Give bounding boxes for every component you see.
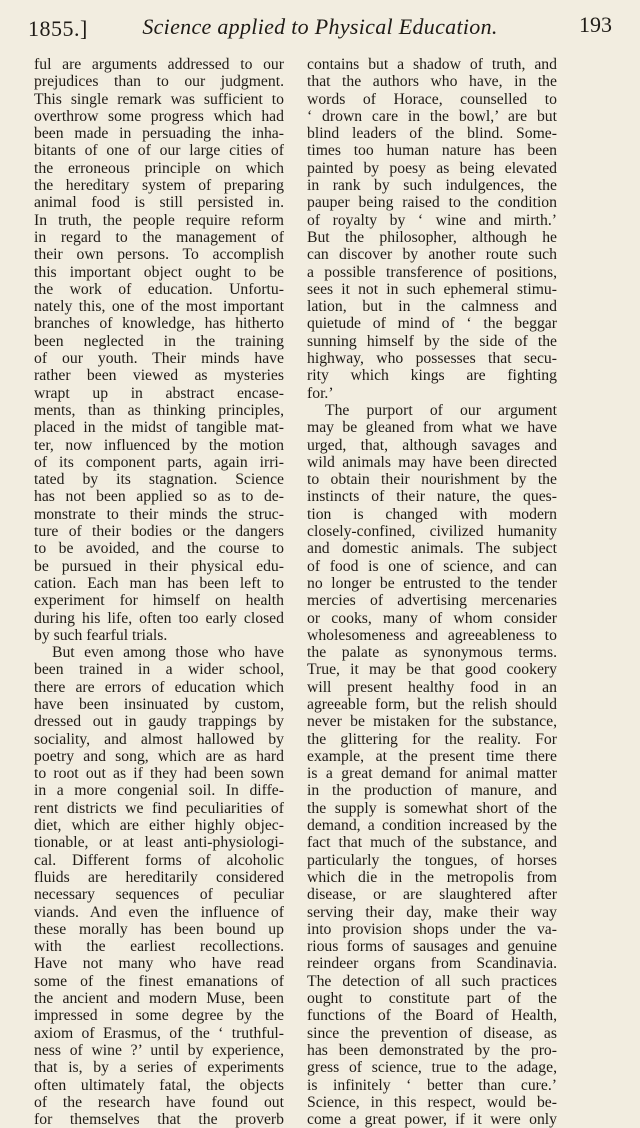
text-line: into provision shops under the va- <box>307 920 557 938</box>
text-line: The detection of all such practices <box>307 972 557 990</box>
text-line: contains but a shadow of truth, and <box>307 56 557 73</box>
text-line: been trained in a wider school, <box>34 661 284 679</box>
text-line: fluids are hereditarily considered <box>34 868 284 886</box>
text-line: example, at the present time there <box>307 747 557 765</box>
text-line: animal food is still persisted in. <box>34 194 284 212</box>
text-line: impressed in some degree by the <box>34 1007 284 1025</box>
text-line: mercies of advertising mercenaries <box>307 592 557 610</box>
text-line: cal. Different forms of alcoholic <box>34 851 284 869</box>
text-line: sunning himself by the side of the <box>307 332 557 350</box>
text-line: in regard to the management of <box>34 228 284 246</box>
text-line: a possible transference of positions, <box>307 263 557 281</box>
text-line: axiom of Erasmus, of the ‘ truthful- <box>34 1024 284 1042</box>
text-line: placed in the midst of tangible mat- <box>34 419 284 437</box>
text-line: with the earliest recollections. <box>34 938 284 956</box>
text-line: for themselves that the proverb <box>34 1111 284 1128</box>
text-line: The purport of our argument <box>325 401 557 419</box>
text-line: will present healthy food in an <box>307 678 557 696</box>
text-line: closely-confined, civilized humanity <box>307 523 557 541</box>
text-line: demand, a condition increased by the <box>307 817 557 835</box>
text-line: to be avoided, and the course to <box>34 540 284 558</box>
text-line: disease, or are slaughtered after <box>307 886 557 904</box>
page-number: 193 <box>579 12 612 37</box>
text-line: dressed out in gaudy trappings by <box>34 713 284 731</box>
text-line: during his life, often too early closed <box>34 609 284 627</box>
text-line: or cooks, many of whom consider <box>307 609 557 627</box>
text-line: This single remark was sufficient to <box>34 90 284 108</box>
text-line: particularly the tongues, of horses <box>307 851 557 869</box>
text-line: since the prevention of disease, as <box>307 1024 557 1042</box>
text-line: rather been viewed as mysteries <box>34 367 284 385</box>
text-line: the palate as synonymous terms. <box>307 644 557 662</box>
text-line: sees it not in such ephemeral stimu- <box>307 280 557 298</box>
text-line: in rank by such indulgences, the <box>307 177 557 195</box>
text-line: wild animals may have been directed <box>307 453 557 471</box>
text-line: sociality, and almost hallowed by <box>34 730 284 748</box>
text-line: this important object ought to be <box>34 263 284 281</box>
text-line: experiment for himself on health <box>34 592 284 610</box>
text-line: But the philosopher, although he <box>307 228 557 246</box>
text-line: their own persons. To accomplish <box>34 246 284 264</box>
text-line: But even among those who have <box>52 644 284 662</box>
text-line: the supply is somewhat short of the <box>307 799 557 817</box>
text-line: never be mistaken for the substance, <box>307 713 557 731</box>
text-line: has not been applied so as to de- <box>34 488 284 506</box>
text-line: painted by poesy as being elevated <box>307 159 557 177</box>
text-line: to obtain their nourishment by the <box>307 471 557 489</box>
text-line: in the production of manure, and <box>307 782 557 800</box>
text-line: ture of their bodies or the dangers <box>34 523 284 541</box>
text-line: agreeable form, but the relish should <box>307 695 557 713</box>
text-line: gress of science, true to the adage, <box>307 1059 557 1077</box>
text-line: be pursued in their physical edu- <box>34 557 284 575</box>
text-line: been neglected in the training <box>34 332 284 350</box>
text-line: has been demonstrated by the pro- <box>307 1041 557 1059</box>
text-line: the work of education. Unfortu- <box>34 280 284 298</box>
text-line: the glittering for the reality. For <box>307 730 557 748</box>
text-line: is a great demand for animal matter <box>307 765 557 783</box>
text-line: rity which kings are fighting <box>307 367 557 385</box>
text-line: cation. Each man has been left to <box>34 574 284 592</box>
text-line: rious forms of sausages and genuine <box>307 938 557 956</box>
text-line: by such fearful trials. <box>34 626 168 644</box>
text-line: for.’ <box>307 384 334 402</box>
text-line: and domestic animals. The subject <box>307 540 557 558</box>
text-line: some of the finest emanations of <box>34 972 284 990</box>
text-line: urged, that, although savages and <box>307 436 557 454</box>
text-line: wholesomeness and agreeableness to <box>307 626 557 644</box>
text-line: fact that much of the substance, and <box>307 834 557 852</box>
text-line: that is, by a series of experiments <box>34 1059 284 1077</box>
text-line: come a great power, if it were only <box>307 1111 557 1128</box>
text-line: these morally has been bound up <box>34 920 284 938</box>
text-line: of food is one of science, and can <box>307 557 557 575</box>
text-line: have been insinuated by custom, <box>34 695 284 713</box>
text-line: serving their day, make their way <box>307 903 557 921</box>
text-line: is infinitely ‘ better than cure.’ <box>307 1076 557 1094</box>
year-label: 1855.] <box>28 16 88 41</box>
text-line: monstrate to their minds the struc- <box>34 505 284 523</box>
text-line: may be gleaned from what we have <box>307 419 557 437</box>
running-header <box>0 10 640 44</box>
text-line: bitants of one of our large cities of <box>34 142 284 160</box>
right-text-column <box>307 56 557 1128</box>
text-line: of our youth. Their minds have <box>34 350 284 368</box>
text-line: to root out as if they had been sown <box>34 765 284 783</box>
text-line: ‘ drown care in the bowl,’ are but <box>307 107 557 125</box>
text-line: ments, than as thinking principles, <box>34 401 284 419</box>
text-line: the hereditary system of preparing <box>34 177 284 195</box>
text-line: tated by its stagnation. Science <box>34 471 284 489</box>
text-line: True, it may be that good cookery <box>307 661 557 679</box>
text-line: of royalty by ‘ wine and mirth.’ <box>307 211 557 229</box>
text-line: wrapt up in abstract encase- <box>34 384 284 402</box>
text-line: lation, but in the calmness and <box>307 298 557 316</box>
running-title: Science applied to Physical Education. <box>142 14 498 39</box>
text-line: viands. And even the influence of <box>34 903 284 921</box>
text-line: pauper being raised to the condition <box>307 194 557 212</box>
text-line: of its component parts, again irri- <box>34 453 284 471</box>
text-line: Have not many who have read <box>34 955 284 973</box>
text-line: the ancient and modern Muse, been <box>34 990 284 1008</box>
text-line: the erroneous principle on which <box>34 159 284 177</box>
text-line: nately this, one of the most important <box>34 298 284 316</box>
text-line: of the research have found out <box>34 1093 284 1111</box>
text-line: necessary sequences of peculiar <box>34 886 284 904</box>
text-line: tionable, or at least anti-physiologi- <box>34 834 284 852</box>
text-line: poetry and song, which are as hard <box>34 747 284 765</box>
text-line: can discover by another route such <box>307 246 557 264</box>
text-line: overthrow some progress which had <box>34 107 284 125</box>
text-line: ness of wine ?’ until by experience, <box>34 1041 284 1059</box>
text-line: often ultimately fatal, the objects <box>34 1076 284 1094</box>
text-line: ful are arguments addressed to our <box>34 56 284 73</box>
text-line: instincts of their nature, the ques- <box>307 488 557 506</box>
text-line: diet, which are either highly objec- <box>34 817 284 835</box>
text-line: ter, now influenced by the motion <box>34 436 284 454</box>
text-line: been made in persuading the inha- <box>34 125 284 143</box>
text-line: no longer be entrusted to the tender <box>307 574 557 592</box>
text-line: functions of the Board of Health, <box>307 1007 557 1025</box>
text-line: there are errors of education which <box>34 678 284 696</box>
text-line: highway, who possesses that secu- <box>307 350 557 368</box>
text-line: rent districts we find peculiarities of <box>34 799 284 817</box>
text-line: ought to constitute part of the <box>307 990 557 1008</box>
text-line: prejudices than to our judgment. <box>34 73 284 91</box>
left-text-column <box>34 56 284 1128</box>
text-line: In truth, the people require reform <box>34 211 284 229</box>
text-line: tion is changed with modern <box>307 505 557 523</box>
text-line: Science, in this respect, would be- <box>307 1093 557 1111</box>
text-line: that the authors who have, in the <box>307 73 557 91</box>
text-line: words of Horace, counselled to <box>307 90 557 108</box>
text-line: quietude of mind of ‘ the beggar <box>307 315 557 333</box>
text-line: branches of knowledge, has hitherto <box>34 315 284 333</box>
text-line: in a more congenial soil. In diffe- <box>34 782 284 800</box>
text-line: times too human nature has been <box>307 142 557 160</box>
text-line: blind leaders of the blind. Some- <box>307 125 557 143</box>
text-line: reindeer organs from Scandinavia. <box>307 955 557 973</box>
text-line: which die in the metropolis from <box>307 868 557 886</box>
